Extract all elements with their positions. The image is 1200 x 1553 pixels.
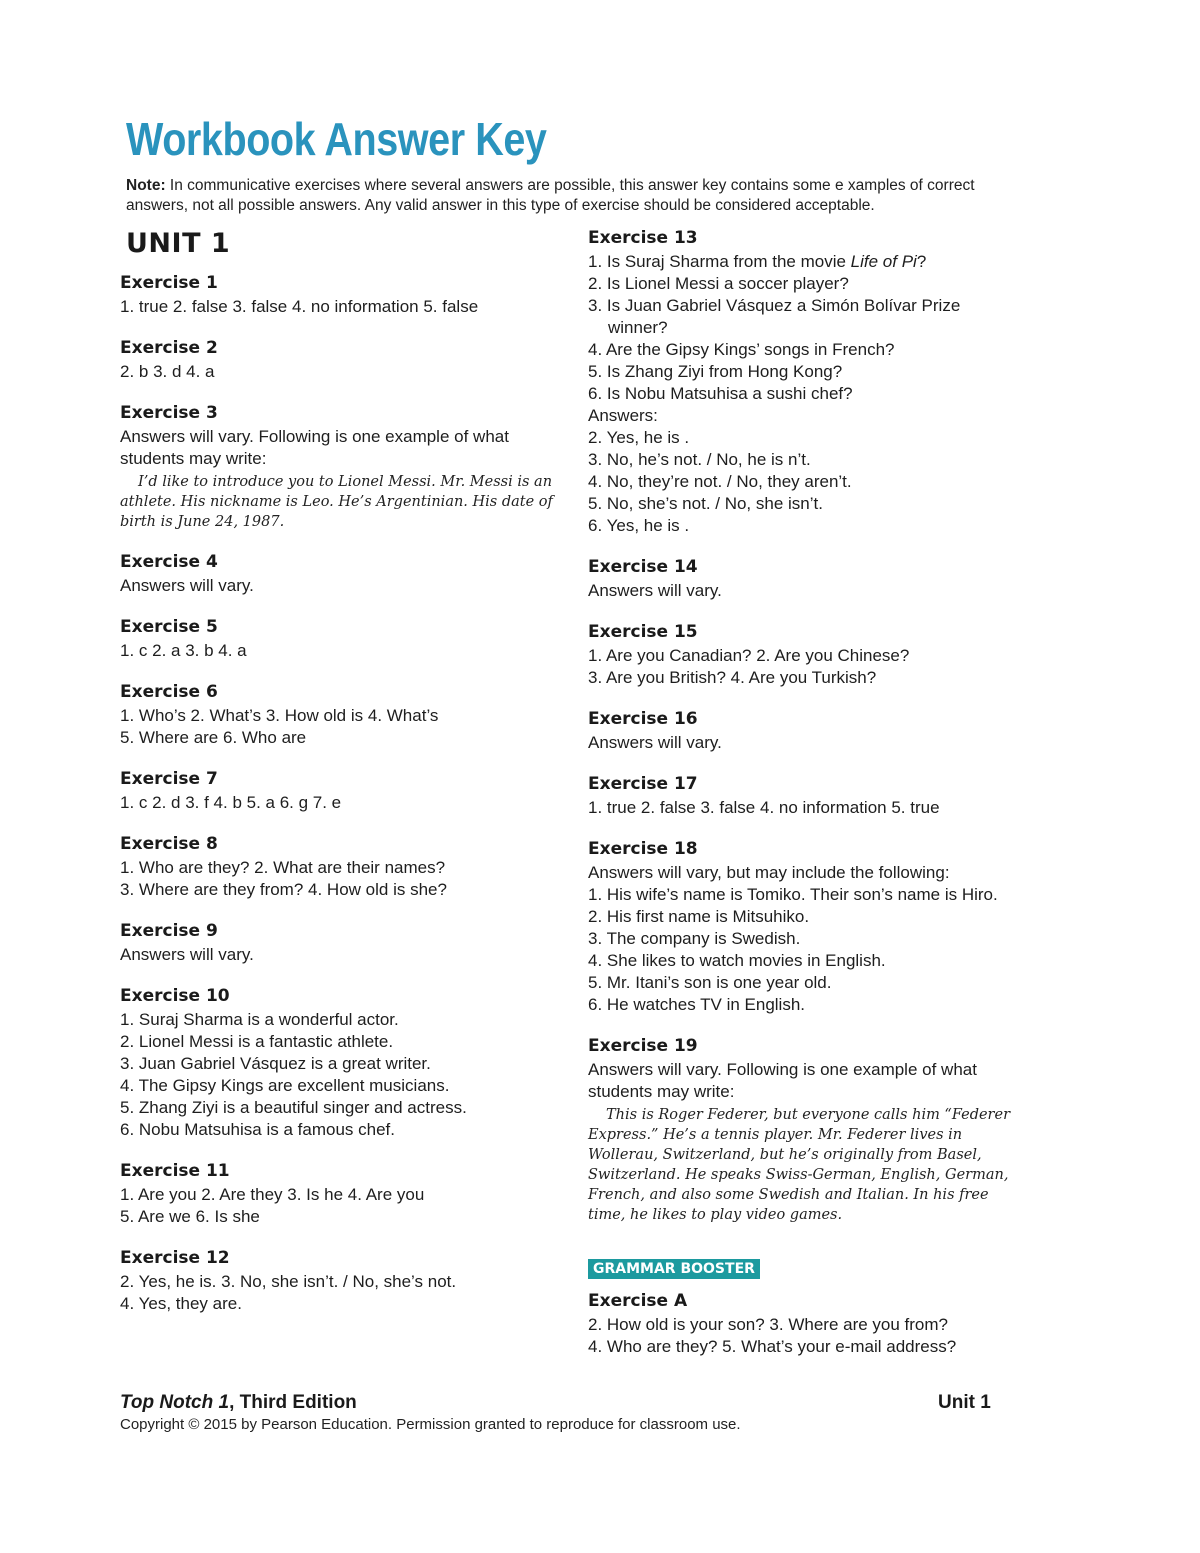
exercise-title: Exercise A (588, 1291, 688, 1311)
answer-line: 6. Nobu Matsuhisa is a famous chef. (120, 1120, 395, 1139)
exercise-block (120, 1248, 570, 1315)
answer-line: 2. How old is your son? 3. Where are you from? (588, 1315, 948, 1334)
exercise-title: Exercise 1 (120, 273, 218, 293)
exercise-title: Exercise 14 (588, 557, 698, 577)
answer-line: Answers will vary. (588, 733, 722, 752)
answer-line: 2. Yes, he is . (588, 428, 690, 447)
exercise-title: Exercise 4 (120, 552, 218, 572)
copyright: Copyright © 2015 by Pearson Education. Permission granted to reproduce for classroom use. (120, 1416, 741, 1433)
book-edition: , Third Edition (229, 1392, 357, 1413)
exercise-block (120, 617, 570, 662)
right-exercises (588, 228, 1028, 1225)
answer-line: 3. Where are they from? 4. How old is she? (120, 880, 447, 899)
exercise-block (588, 1036, 1028, 1225)
exercise-title: Exercise 10 (120, 986, 230, 1006)
exercise-block (120, 552, 570, 597)
answer-line: 2. b 3. d 4. a (120, 362, 215, 381)
answer-line: 1. c 2. a 3. b 4. a (120, 641, 247, 660)
exercise-title: Exercise 7 (120, 769, 218, 789)
exercise-title: Exercise 18 (588, 839, 698, 859)
answer-line: 6. Is Nobu Matsuhisa a sushi chef? (588, 384, 853, 403)
movie-title: Life of Pi (850, 252, 917, 271)
footer-book-title (120, 1392, 357, 1414)
answer-line: 5. Are we 6. Is she (120, 1207, 260, 1226)
note-label: Note: (126, 177, 166, 194)
answer-line: Answers will vary. Following is one example of what students may write: (588, 1060, 977, 1101)
answer-line: 1. His wife’s name is Tomiko. Their son’s name is Hiro. (588, 885, 998, 904)
exercise-title: Exercise 3 (120, 403, 218, 423)
answer-line: 4. Yes, they are. (120, 1294, 242, 1313)
exercise-title: Exercise 5 (120, 617, 218, 637)
answer-line: 2. Lionel Messi is a fantastic athlete. (120, 1032, 394, 1051)
right-column (588, 228, 1028, 1378)
exercise-block (120, 921, 570, 966)
exercise-title: Exercise 15 (588, 622, 698, 642)
left-exercises (120, 273, 570, 1315)
answer-line: 4. The Gipsy Kings are excellent musicians. (120, 1076, 450, 1095)
answer-line: 1. true 2. false 3. false 4. no information 5. true (588, 798, 940, 817)
answer-line: 3. Are you British? 4. Are you Turkish? (588, 668, 877, 687)
exercise-block (588, 557, 1028, 602)
answer-line: 1. c 2. d 3. f 4. b 5. a 6. g 7. e (120, 793, 342, 812)
answer-line: 4. Are the Gipsy Kings’ songs in French? (588, 340, 895, 359)
exercise-title: Exercise 16 (588, 709, 698, 729)
answer-line: Answers: (588, 406, 658, 425)
exercise-block (588, 709, 1028, 754)
answer-line: 5. Is Zhang Ziyi from Hong Kong? (588, 362, 843, 381)
exercise-block (588, 839, 1028, 1016)
exercise-title: Exercise 19 (588, 1036, 698, 1056)
exercise-block (120, 769, 570, 814)
answer-line: 1. Are you Canadian? 2. Are you Chinese? (588, 646, 910, 665)
answer-line: Answers will vary. (588, 581, 722, 600)
answer-line: 4. No, they’re not. / No, they aren’t. (588, 472, 852, 491)
note-text: In communicative exercises where several answers are possible, this answer key contains some e xamples of correct answers, not all possible answers. Any valid answer in this type of exercise should be considered acceptable. (126, 177, 975, 214)
exercise-title: Exercise 12 (120, 1248, 230, 1268)
exercise-block (588, 622, 1028, 689)
answer-line: 5. Where are 6. Who are (120, 728, 307, 747)
note (126, 176, 1006, 216)
answer-line: 1. Who are they? 2. What are their names? (120, 858, 446, 877)
answer-line: 3. No, he’s not. / No, he is n’t. (588, 450, 811, 469)
exercise-title: Exercise 8 (120, 834, 218, 854)
exercise-block (588, 1291, 1028, 1358)
answer-line: 6. Yes, he is . (588, 516, 690, 535)
exercise-title: Exercise 9 (120, 921, 218, 941)
answer-line: Answers will vary, but may include the following: (588, 863, 950, 882)
exercise-block (588, 774, 1028, 819)
answer-line: 2. His first name is Mitsuhiko. (588, 907, 810, 926)
exercise-block (120, 834, 570, 901)
answer-line: 3. Is Juan Gabriel Vásquez a Simón Bolívar Prize (588, 296, 961, 315)
answer-line: winner? (608, 318, 668, 337)
exercise-title: Exercise 6 (120, 682, 218, 702)
unit-heading: UNIT 1 (126, 228, 231, 259)
answer-line: 5. Zhang Ziyi is a beautiful singer and actress. (120, 1098, 467, 1117)
exercise-title: Exercise 11 (120, 1161, 230, 1181)
answer-line: 2. Is Lionel Messi a soccer player? (588, 274, 849, 293)
handwritten-sample: This is Roger Federer, but everyone calls him “Federer Express.” He’s a tennis player. Mr. Federer lives in Wollerau, Switzerland, but he’s originally from Basel, Switzerland. He speaks Swiss-German, English, German, French, and also some Swedish and Italian. In his free time, he likes to play video games. (588, 1107, 1011, 1223)
exercise-title: Exercise 17 (588, 774, 698, 794)
exercise-title: Exercise 2 (120, 338, 218, 358)
exercise-title: Exercise 13 (588, 228, 698, 248)
grammar-booster-badge: GRAMMAR BOOSTER (588, 1259, 760, 1279)
answer-line: 2. Yes, he is. 3. No, she isn’t. / No, she’s not. (120, 1272, 457, 1291)
answer-line: 3. Juan Gabriel Vásquez is a great writer. (120, 1054, 431, 1073)
exercise-block (120, 986, 570, 1141)
exercise-block (120, 1161, 570, 1228)
answer-line: Answers will vary. (120, 576, 254, 595)
exercise-block (120, 338, 570, 383)
answer-line: 6. He watches TV in English. (588, 995, 806, 1014)
answer-line: 1. Is Suraj Sharma from the movie Life of Pi? (588, 252, 927, 271)
exercise-block (120, 403, 570, 532)
answer-line: Answers will vary. (120, 945, 254, 964)
answer-line: 1. Suraj Sharma is a wonderful actor. (120, 1010, 399, 1029)
answer-line: 3. The company is Swedish. (588, 929, 801, 948)
footer-unit-label: Unit 1 (938, 1392, 991, 1413)
answer-line: 1. Who’s 2. What’s 3. How old is 4. What’s (120, 706, 439, 725)
answer-line: 1. Are you 2. Are they 3. Is he 4. Are you (120, 1185, 425, 1204)
exercise-block (120, 682, 570, 749)
exercise-block (588, 228, 1028, 537)
answer-line: 4. Who are they? 5. What’s your e-mail address? (588, 1337, 957, 1356)
left-column (120, 228, 570, 1335)
answer-line: 4. She likes to watch movies in English. (588, 951, 886, 970)
answer-line: 5. Mr. Itani’s son is one year old. (588, 973, 832, 992)
handwritten-sample: I’d like to introduce you to Lionel Messi. Mr. Messi is an athlete. His nickname is Leo. He’s Argentinian. His date of birth is June 24, 1987. (120, 474, 553, 530)
exercise-block (120, 273, 570, 318)
answer-line: 5. No, she’s not. / No, she isn’t. (588, 494, 823, 513)
answer-line: 1. true 2. false 3. false 4. no information 5. false (120, 297, 479, 316)
book-title: Top Notch 1 (120, 1392, 230, 1413)
page-title: Workbook Answer Key (126, 113, 547, 165)
answer-line: Answers will vary. Following is one example of what students may write: (120, 427, 509, 468)
